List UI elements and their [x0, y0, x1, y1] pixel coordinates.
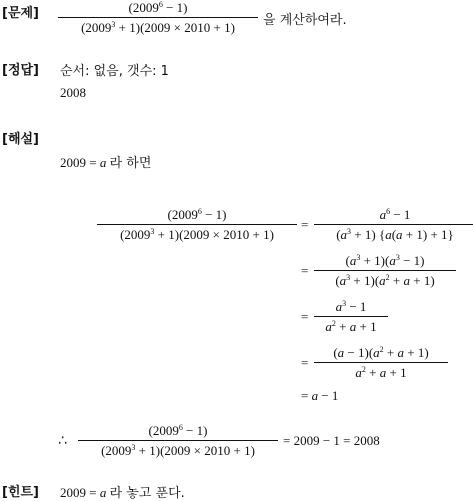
problem-denominator: $(2009^3 + 1)(2009 \times 2010 + 1)$ [81, 20, 235, 35]
answer-meta: 순서: 없음, 갯수: 1 [60, 64, 169, 79]
hint-tag: [힌트] [2, 485, 39, 500]
step-3-fraction: $a^3 - 1$ $a^2 + a + 1$ [314, 299, 388, 335]
problem-fraction [58, 0, 258, 36]
equals-sign-4: = [301, 355, 309, 370]
step-5-result: = a − 1 [301, 388, 339, 403]
solution-intro: 2009 = a 라 하면 [60, 155, 152, 171]
answer-value: 2008 [60, 85, 86, 100]
problem-numerator: $(2009^6 - 1)$ [128, 0, 188, 15]
equals-sign-2: = [301, 263, 309, 278]
answer-tag: [정답] [2, 63, 39, 78]
equals-sign-3: = [301, 309, 309, 324]
solution-tag: [해설] [2, 132, 39, 147]
therefore-symbol: ∴ [58, 433, 67, 449]
step-1-fraction: $a^6 - 1$ $(a^3 + 1) \{a(a + 1) + 1\}$ [314, 207, 473, 243]
conclusion-rhs: = 2009 − 1 = 2008 [283, 433, 380, 448]
equals-sign-1: = [301, 217, 309, 232]
conclusion-fraction: $(2009^6 - 1)$ $(2009^3 + 1)(2009 \times 2010 + 1)$ [78, 423, 278, 459]
hint-text: 2009 = a 라 놓고 푼다. [60, 485, 185, 501]
solution-lhs-fraction: $(2009^6 - 1)$ $(2009^3 + 1)(2009 \times 2010 + 1)$ [97, 207, 297, 243]
problem-suffix: 을 계산하여라. [263, 13, 347, 28]
problem-tag: [문제] [2, 6, 39, 21]
step-2-fraction: $(a^3 + 1)(a^3 - 1)$ $(a^3 + 1)(a^2 + a + 1)$ [314, 253, 456, 289]
step-4-fraction: $(a - 1)(a^2 + a + 1)$ $a^2 + a + 1$ [314, 345, 448, 381]
